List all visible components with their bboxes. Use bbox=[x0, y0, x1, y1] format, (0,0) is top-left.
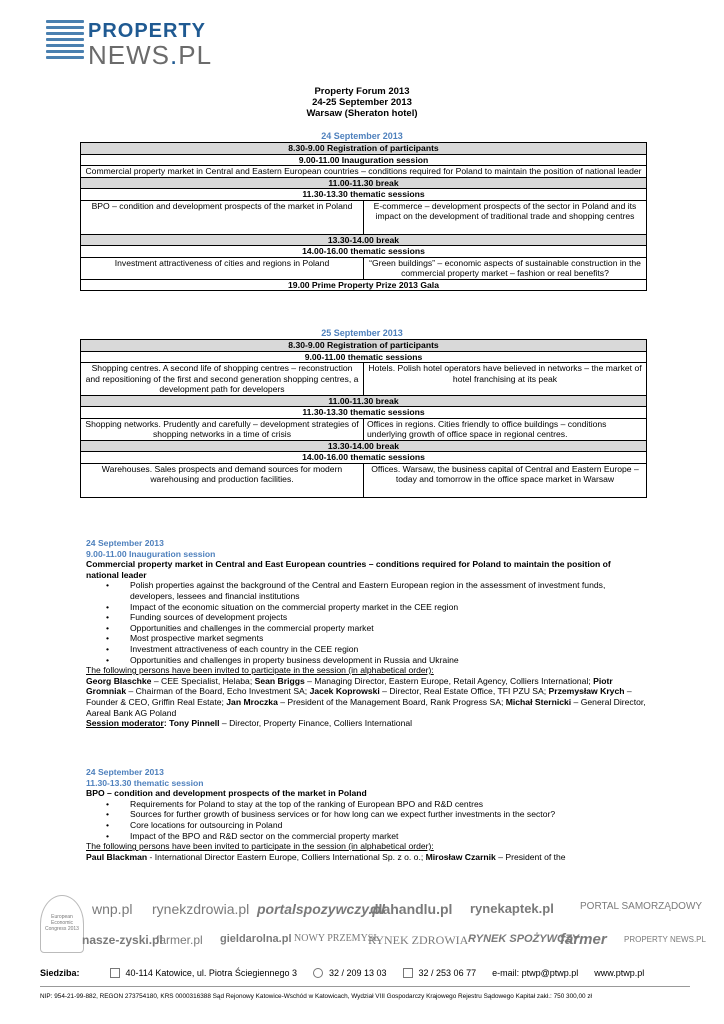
schedule-row: Commercial property market in Central and Eastern European countries – conditions required for Poland to maintain the position of national leader bbox=[81, 166, 647, 178]
schedule-row: 11.30-13.30 thematic sessions bbox=[81, 407, 647, 419]
partner-logo: gieldarolna.pl bbox=[220, 933, 292, 945]
partner-logo: PROPERTY NEWS.PL bbox=[624, 935, 706, 944]
title-line2: 24-25 September 2013 bbox=[312, 97, 412, 108]
footer-phone: 32 / 209 13 03 bbox=[313, 968, 387, 978]
section-date: 24 September 2013 bbox=[86, 538, 164, 548]
invited-intro: The following persons have been invited to participate in the session (in alphabetical order): bbox=[86, 841, 434, 852]
partner-logo: farmer bbox=[560, 931, 607, 948]
schedule-row: 8.30-9.00 Registration of participants bbox=[81, 340, 647, 352]
footer-contact bbox=[40, 962, 690, 984]
partner-logos bbox=[40, 895, 706, 957]
schedule-cell: “Green buildings” – economic aspects of sustainable construction in the commercial property market – fashion or real benefits? bbox=[364, 257, 647, 279]
partner-logo: portalspozywczy.pl bbox=[257, 901, 385, 917]
session-details-inauguration bbox=[86, 538, 646, 729]
list-item: • Investment attractiveness of each country in the CEE region bbox=[86, 644, 646, 655]
schedule-row: 13.30-14.00 break bbox=[81, 234, 647, 246]
partner-logo: rynekaptek.pl bbox=[470, 901, 554, 916]
list-item: • Opportunities and challenges in the commercial property market bbox=[86, 623, 646, 634]
section-session: 11.30-13.30 thematic session bbox=[86, 777, 204, 788]
partner-logo: farmer.pl bbox=[156, 933, 203, 947]
section-session: 9.00-11.00 Inauguration session bbox=[86, 548, 216, 559]
partner-logo: dlahandlu.pl bbox=[370, 901, 453, 917]
schedule-row: 14.00-16.00 thematic sessions bbox=[81, 452, 647, 464]
logo-text-property: PROPERTY bbox=[88, 20, 207, 42]
day2-schedule-table bbox=[80, 339, 647, 498]
schedule-cell: Offices in regions. Cities friendly to office buildings – conditions underlying growth of office space in regional centres. bbox=[364, 418, 647, 440]
partner-logo: NOWY PRZEMYSŁ bbox=[294, 933, 380, 944]
schedule-cell: Warehouses. Sales prospects and demand sources for modern warehousing and production facilities. bbox=[81, 463, 364, 497]
invited-people: Paul Blackman - International Director Eastern Europe, Colliers International Sp. z o. o.; Mirosław Czarnik – President of the bbox=[86, 851, 566, 862]
partner-logo: PORTAL SAMORZĄDOWY bbox=[580, 901, 703, 912]
fax-icon bbox=[403, 968, 413, 978]
schedule-row: 14.00-16.00 thematic sessions bbox=[81, 246, 647, 258]
schedule-cell: Investment attractiveness of cities and regions in Poland bbox=[81, 257, 364, 279]
list-item: • Most prospective market segments bbox=[86, 633, 646, 644]
session-moderator: Session moderator: Tony Pinnell – Director, Property Finance, Colliers International bbox=[86, 718, 413, 729]
logo-text-news: NEWS.PL bbox=[88, 40, 213, 70]
partner-logo: wnp.pl bbox=[92, 901, 133, 917]
partner-logo: rynekzdrowia.pl bbox=[152, 901, 250, 917]
list-item: • Core locations for outsourcing in Poland bbox=[86, 820, 646, 831]
day1-schedule-table bbox=[80, 142, 647, 291]
building-lines-icon bbox=[46, 20, 84, 64]
schedule-cell: Shopping centres. A second life of shopping centres – reconstruction and repositioning of the first and second generation shopping centres, a development path for developers bbox=[81, 363, 364, 396]
phone-icon bbox=[313, 968, 323, 978]
footer-divider bbox=[40, 986, 690, 987]
partner-logo: RYNEK ZDROWIA bbox=[368, 933, 469, 947]
footer-label: Siedziba: bbox=[40, 968, 80, 978]
title-line3: Warsaw (Sheraton hotel) bbox=[306, 108, 418, 119]
page-title bbox=[0, 86, 724, 119]
title-line1: Property Forum 2013 bbox=[314, 86, 410, 97]
section-topic: Commercial property market in Central and East European countries – conditions required for Poland to maintain the position of national leader bbox=[86, 559, 611, 580]
schedule-cell: BPO – condition and development prospects of the market in Poland bbox=[81, 200, 364, 234]
invited-people: Georg Blaschke – CEE Specialist, Helaba; Sean Briggs – Managing Director, Eastern Europe, Retail Agency, Colliers International; Piotr Gromniak – Chairman of the Board, Echo Investment SA; Jacek Koprowski – Director, Real Estate Office, TFI PZU SA; Przemysław Krych – Founder & CEO, Griffin Real Estate; Jan Mroczka – President of the Management Board, Rank Progress SA; Michał Sternicki – General Director, Aareal Bank AG Poland bbox=[86, 675, 646, 718]
schedule-cell: E-commerce – development prospects of the sector in Poland and its impact on the development of traditional trade and shopping centres bbox=[364, 200, 647, 234]
footer-address: 40-114 Katowice, ul. Piotra Ściegiennego 3 bbox=[110, 968, 297, 978]
partner-logo: RYNEK SPOŻYWCZY bbox=[468, 933, 580, 945]
building-icon bbox=[110, 968, 120, 978]
schedule-cell: Hotels. Polish hotel operators have believed in networks – the market of hotel franchising at its peak bbox=[364, 363, 647, 396]
schedule-cell: Offices. Warsaw, the business capital of Central and Eastern Europe – today and tomorrow in the office space market in Warsaw bbox=[364, 463, 647, 497]
day1-label: 24 September 2013 bbox=[321, 131, 403, 141]
list-item: • Opportunities and challenges in property business development in Russia and Ukraine bbox=[86, 655, 646, 666]
schedule-row: 9.00-11.00 Inauguration session bbox=[81, 154, 647, 166]
session-details-bpo bbox=[86, 767, 646, 862]
partner-logo: nasze-zyski.pl bbox=[82, 933, 163, 947]
section-topic: BPO – condition and development prospects of the market in Poland bbox=[86, 788, 367, 799]
schedule-row: 11.30-13.30 thematic sessions bbox=[81, 189, 647, 201]
topic-list bbox=[86, 580, 646, 665]
schedule-row: 19.00 Prime Property Prize 2013 Gala bbox=[81, 279, 647, 291]
propertynews-logo bbox=[46, 18, 226, 70]
schedule-cell: Shopping networks. Prudently and carefully – development strategies of shopping networks in a time of crisis bbox=[81, 418, 364, 440]
footer-email[interactable]: e-mail: ptwp@ptwp.pl bbox=[492, 968, 579, 978]
schedule-row: 11.00-11.30 break bbox=[81, 395, 647, 407]
section-date: 24 September 2013 bbox=[86, 767, 164, 777]
schedule-row: 8.30-9.00 Registration of participants bbox=[81, 143, 647, 155]
footer-fax: 32 / 253 06 77 bbox=[403, 968, 477, 978]
schedule-row: 9.00-11.00 thematic sessions bbox=[81, 351, 647, 363]
footer-web[interactable]: www.ptwp.pl bbox=[594, 968, 645, 978]
invited-intro: The following persons have been invited to participate in the session (in alphabetical order): bbox=[86, 665, 434, 676]
list-item: • Funding sources of development projects bbox=[86, 612, 646, 623]
list-item: • Impact of the BPO and R&D sector on the commercial property market bbox=[86, 831, 646, 842]
day2-label: 25 September 2013 bbox=[321, 328, 403, 338]
topic-list bbox=[86, 799, 646, 841]
schedule-row: 13.30-14.00 break bbox=[81, 440, 647, 452]
list-item: • Impact of the economic situation on the commercial property market in the CEE region bbox=[86, 602, 646, 613]
schedule-row: 11.00-11.30 break bbox=[81, 177, 647, 189]
eec-logo: European Economic Congress 2013 bbox=[40, 895, 84, 953]
footer-legal: NIP: 954-21-99-882, REGON 273754180, KRS 0000316388 Sąd Rejonowy Katowice-Wschód w Katowicach, Wydział VIII Gospodarczy Krajowego Rejestru Sądowego Kapitał zakł.: 750 300,00 zł bbox=[40, 993, 592, 1000]
list-item: • Requirements for Poland to stay at the top of the ranking of European BPO and R&D centres bbox=[86, 799, 646, 810]
list-item: • Polish properties against the background of the Central and Eastern European region in the assessment of investment funds, developers, lessees and financial institutions bbox=[86, 580, 646, 601]
list-item: • Sources for further growth of business services or for how long can we expect further investments in the sector? bbox=[86, 809, 646, 820]
